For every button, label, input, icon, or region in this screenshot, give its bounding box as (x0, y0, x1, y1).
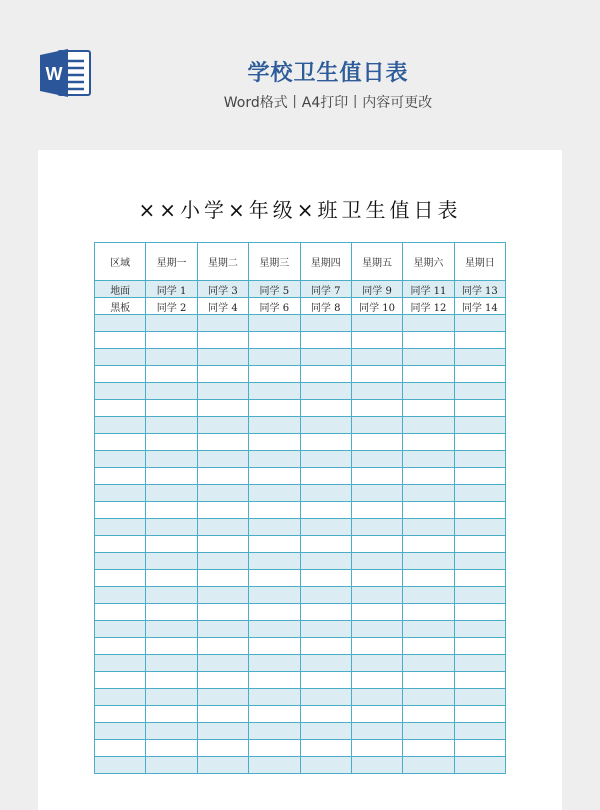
empty-table-cell (197, 723, 248, 740)
document-page (38, 150, 562, 810)
empty-table-cell (403, 383, 454, 400)
empty-table-cell (403, 485, 454, 502)
empty-table-cell (403, 417, 454, 434)
empty-table-cell (300, 689, 351, 706)
empty-table-cell (454, 519, 505, 536)
empty-table-cell (300, 638, 351, 655)
empty-table-cell (146, 638, 197, 655)
empty-table-cell (95, 655, 146, 672)
empty-table-cell (197, 315, 248, 332)
empty-table-cell (146, 434, 197, 451)
empty-table-cell (197, 570, 248, 587)
empty-table-cell (249, 417, 300, 434)
table-cell: 同学 5 (249, 281, 300, 298)
empty-table-cell (249, 519, 300, 536)
empty-table-cell (454, 723, 505, 740)
empty-table-cell (403, 502, 454, 519)
table-cell: 同学 10 (351, 298, 402, 315)
empty-table-cell (146, 366, 197, 383)
empty-table-cell (403, 366, 454, 383)
empty-table-cell (300, 349, 351, 366)
empty-table-cell (454, 757, 505, 774)
table-cell: 同学 3 (197, 281, 248, 298)
empty-table-cell (351, 519, 402, 536)
empty-table-cell (351, 621, 402, 638)
column-header: 星期日 (454, 243, 505, 281)
empty-table-cell (146, 383, 197, 400)
empty-table-cell (197, 366, 248, 383)
empty-table-cell (300, 366, 351, 383)
column-header: 星期二 (197, 243, 248, 281)
empty-table-cell (146, 706, 197, 723)
empty-table-cell (403, 638, 454, 655)
empty-table-cell (300, 655, 351, 672)
table-cell: 黑板 (95, 298, 146, 315)
empty-table-cell (403, 723, 454, 740)
empty-table-cell (403, 706, 454, 723)
empty-table-cell (95, 366, 146, 383)
table-cell: 同学 2 (146, 298, 197, 315)
table-cell: 同学 6 (249, 298, 300, 315)
empty-table-cell (249, 757, 300, 774)
empty-table-cell (249, 485, 300, 502)
empty-table-cell (454, 349, 505, 366)
empty-table-cell (403, 604, 454, 621)
empty-table-cell (249, 468, 300, 485)
empty-table-cell (300, 315, 351, 332)
empty-table-cell (300, 672, 351, 689)
empty-table-cell (351, 502, 402, 519)
empty-table-cell (454, 689, 505, 706)
empty-table-cell (146, 400, 197, 417)
empty-table-cell (351, 315, 402, 332)
column-header: 星期四 (300, 243, 351, 281)
empty-table-cell (197, 502, 248, 519)
empty-table-cell (454, 332, 505, 349)
table-cell: 同学 8 (300, 298, 351, 315)
empty-table-cell (351, 689, 402, 706)
empty-table-cell (95, 638, 146, 655)
document-title: ××小学×年级×班卫生值日表 (138, 198, 462, 222)
table-cell: 同学 12 (403, 298, 454, 315)
table-cell: 同学 11 (403, 281, 454, 298)
empty-table-cell (403, 570, 454, 587)
empty-table-cell (403, 672, 454, 689)
empty-table-cell (300, 451, 351, 468)
empty-table-cell (146, 587, 197, 604)
empty-table-cell (454, 604, 505, 621)
empty-table-cell (351, 400, 402, 417)
empty-table-cell (351, 349, 402, 366)
empty-table-cell (249, 638, 300, 655)
empty-table-cell (146, 519, 197, 536)
empty-table-row (95, 434, 506, 451)
empty-table-cell (146, 332, 197, 349)
empty-table-cell (403, 315, 454, 332)
empty-table-cell (351, 383, 402, 400)
empty-table-cell (249, 740, 300, 757)
empty-table-cell (197, 536, 248, 553)
empty-table-cell (300, 604, 351, 621)
empty-table-cell (300, 519, 351, 536)
empty-table-cell (403, 434, 454, 451)
empty-table-cell (95, 315, 146, 332)
empty-table-cell (95, 434, 146, 451)
empty-table-cell (146, 689, 197, 706)
empty-table-cell (351, 587, 402, 604)
empty-table-cell (95, 723, 146, 740)
page-title: 学校卫生值日表 (247, 61, 409, 86)
column-header: 星期六 (403, 243, 454, 281)
empty-table-cell (300, 621, 351, 638)
empty-table-row (95, 315, 506, 332)
empty-table-cell (403, 655, 454, 672)
empty-table-cell (146, 553, 197, 570)
empty-table-cell (146, 570, 197, 587)
empty-table-cell (454, 502, 505, 519)
table-cell: 同学 14 (454, 298, 505, 315)
empty-table-cell (249, 315, 300, 332)
empty-table-cell (249, 672, 300, 689)
page-header (0, 0, 600, 150)
empty-table-cell (403, 689, 454, 706)
empty-table-cell (146, 468, 197, 485)
empty-table-cell (454, 638, 505, 655)
empty-table-cell (197, 519, 248, 536)
empty-table-cell (146, 740, 197, 757)
empty-table-cell (95, 451, 146, 468)
empty-table-cell (197, 638, 248, 655)
empty-table-cell (403, 451, 454, 468)
empty-table-cell (249, 332, 300, 349)
empty-table-cell (197, 587, 248, 604)
empty-table-row (95, 485, 506, 502)
empty-table-cell (249, 451, 300, 468)
empty-table-cell (197, 434, 248, 451)
empty-table-row (95, 757, 506, 774)
empty-table-cell (95, 740, 146, 757)
duty-table (94, 242, 506, 774)
empty-table-row (95, 655, 506, 672)
empty-table-cell (300, 706, 351, 723)
empty-table-cell (197, 417, 248, 434)
empty-table-cell (146, 621, 197, 638)
empty-table-cell (95, 757, 146, 774)
empty-table-cell (146, 502, 197, 519)
empty-table-cell (351, 723, 402, 740)
empty-table-cell (300, 757, 351, 774)
empty-table-cell (249, 366, 300, 383)
empty-table-cell (146, 604, 197, 621)
empty-table-cell (197, 621, 248, 638)
empty-table-cell (351, 536, 402, 553)
empty-table-cell (197, 672, 248, 689)
empty-table-cell (351, 553, 402, 570)
empty-table-cell (454, 383, 505, 400)
empty-table-cell (454, 366, 505, 383)
empty-table-row (95, 604, 506, 621)
empty-table-cell (454, 553, 505, 570)
empty-table-cell (197, 468, 248, 485)
empty-table-cell (95, 332, 146, 349)
empty-table-cell (197, 604, 248, 621)
empty-table-cell (146, 757, 197, 774)
empty-table-row (95, 723, 506, 740)
empty-table-cell (249, 689, 300, 706)
empty-table-cell (454, 468, 505, 485)
column-header: 星期三 (249, 243, 300, 281)
empty-table-cell (300, 468, 351, 485)
empty-table-cell (454, 451, 505, 468)
empty-table-cell (300, 383, 351, 400)
empty-table-cell (249, 383, 300, 400)
empty-table-cell (351, 638, 402, 655)
empty-table-cell (351, 485, 402, 502)
empty-table-cell (403, 587, 454, 604)
empty-table-cell (95, 672, 146, 689)
page-subtitle: Word格式丨A4打印丨内容可更改 (223, 95, 433, 111)
empty-table-cell (146, 655, 197, 672)
empty-table-cell (403, 400, 454, 417)
empty-table-cell (249, 706, 300, 723)
empty-table-row (95, 638, 506, 655)
table-header-row (95, 243, 506, 281)
empty-table-cell (403, 349, 454, 366)
empty-table-row (95, 587, 506, 604)
empty-table-cell (249, 553, 300, 570)
empty-table-cell (249, 400, 300, 417)
empty-table-cell (351, 434, 402, 451)
empty-table-cell (197, 757, 248, 774)
empty-table-cell (249, 723, 300, 740)
empty-table-row (95, 332, 506, 349)
empty-table-cell (249, 621, 300, 638)
empty-table-cell (146, 536, 197, 553)
empty-table-cell (300, 536, 351, 553)
empty-table-cell (454, 315, 505, 332)
empty-table-cell (95, 400, 146, 417)
empty-table-cell (403, 332, 454, 349)
empty-table-cell (197, 332, 248, 349)
table-cell: 同学 9 (351, 281, 402, 298)
empty-table-cell (403, 468, 454, 485)
empty-table-cell (351, 655, 402, 672)
empty-table-cell (95, 604, 146, 621)
empty-table-cell (95, 502, 146, 519)
empty-table-cell (403, 757, 454, 774)
empty-table-cell (454, 740, 505, 757)
empty-table-cell (197, 706, 248, 723)
empty-table-cell (351, 451, 402, 468)
empty-table-cell (95, 706, 146, 723)
table-cell: 同学 13 (454, 281, 505, 298)
empty-table-row (95, 740, 506, 757)
empty-table-cell (454, 536, 505, 553)
empty-table-cell (95, 553, 146, 570)
empty-table-cell (197, 400, 248, 417)
empty-table-row (95, 706, 506, 723)
empty-table-cell (249, 349, 300, 366)
empty-table-cell (95, 536, 146, 553)
empty-table-cell (95, 587, 146, 604)
table-cell: 同学 7 (300, 281, 351, 298)
empty-table-cell (403, 553, 454, 570)
empty-table-cell (95, 468, 146, 485)
empty-table-cell (403, 519, 454, 536)
table-cell: 地面 (95, 281, 146, 298)
empty-table-row (95, 621, 506, 638)
empty-table-cell (197, 655, 248, 672)
empty-table-cell (249, 536, 300, 553)
empty-table-cell (197, 485, 248, 502)
empty-table-cell (351, 706, 402, 723)
empty-table-cell (454, 400, 505, 417)
table-row (95, 298, 506, 315)
table-cell: 同学 1 (146, 281, 197, 298)
table-row (95, 281, 506, 298)
column-header: 星期一 (146, 243, 197, 281)
empty-table-cell (351, 468, 402, 485)
empty-table-cell (197, 553, 248, 570)
empty-table-cell (351, 672, 402, 689)
svg-text:W: W (45, 64, 63, 84)
empty-table-cell (300, 417, 351, 434)
empty-table-row (95, 519, 506, 536)
empty-table-row (95, 451, 506, 468)
empty-table-cell (454, 587, 505, 604)
empty-table-cell (454, 706, 505, 723)
empty-table-row (95, 366, 506, 383)
empty-table-cell (454, 434, 505, 451)
empty-table-cell (146, 723, 197, 740)
empty-table-cell (351, 417, 402, 434)
empty-table-cell (197, 451, 248, 468)
empty-table-cell (403, 740, 454, 757)
empty-table-cell (454, 672, 505, 689)
table-cell: 同学 4 (197, 298, 248, 315)
empty-table-cell (146, 672, 197, 689)
empty-table-row (95, 468, 506, 485)
empty-table-cell (95, 621, 146, 638)
empty-table-cell (146, 315, 197, 332)
empty-table-cell (249, 502, 300, 519)
empty-table-cell (300, 740, 351, 757)
empty-table-cell (351, 366, 402, 383)
empty-table-cell (146, 417, 197, 434)
empty-table-cell (300, 723, 351, 740)
empty-table-cell (454, 485, 505, 502)
empty-table-cell (249, 587, 300, 604)
empty-table-row (95, 400, 506, 417)
empty-table-cell (197, 349, 248, 366)
empty-table-row (95, 536, 506, 553)
empty-table-cell (300, 553, 351, 570)
empty-table-cell (95, 349, 146, 366)
empty-table-cell (351, 740, 402, 757)
empty-table-cell (351, 570, 402, 587)
empty-table-cell (351, 604, 402, 621)
empty-table-cell (403, 536, 454, 553)
empty-table-row (95, 689, 506, 706)
empty-table-cell (300, 434, 351, 451)
empty-table-row (95, 383, 506, 400)
empty-table-cell (95, 383, 146, 400)
empty-table-cell (146, 349, 197, 366)
empty-table-cell (249, 655, 300, 672)
empty-table-cell (249, 434, 300, 451)
empty-table-cell (454, 621, 505, 638)
empty-table-cell (95, 689, 146, 706)
empty-table-cell (300, 400, 351, 417)
empty-table-cell (197, 689, 248, 706)
empty-table-cell (95, 519, 146, 536)
empty-table-cell (249, 570, 300, 587)
column-header: 星期五 (351, 243, 402, 281)
empty-table-cell (351, 332, 402, 349)
empty-table-row (95, 417, 506, 434)
empty-table-cell (454, 570, 505, 587)
empty-table-row (95, 349, 506, 366)
empty-table-cell (403, 621, 454, 638)
empty-table-row (95, 553, 506, 570)
empty-table-cell (300, 502, 351, 519)
empty-table-cell (300, 332, 351, 349)
empty-table-cell (146, 485, 197, 502)
empty-table-cell (95, 417, 146, 434)
column-header: 区域 (95, 243, 146, 281)
empty-table-cell (197, 740, 248, 757)
empty-table-cell (95, 570, 146, 587)
empty-table-cell (351, 757, 402, 774)
empty-table-cell (300, 570, 351, 587)
empty-table-cell (95, 485, 146, 502)
empty-table-cell (249, 604, 300, 621)
empty-table-cell (454, 417, 505, 434)
empty-table-row (95, 570, 506, 587)
empty-table-cell (454, 655, 505, 672)
empty-table-cell (146, 451, 197, 468)
empty-table-cell (300, 587, 351, 604)
empty-table-row (95, 672, 506, 689)
empty-table-cell (300, 485, 351, 502)
empty-table-row (95, 502, 506, 519)
empty-table-cell (197, 383, 248, 400)
